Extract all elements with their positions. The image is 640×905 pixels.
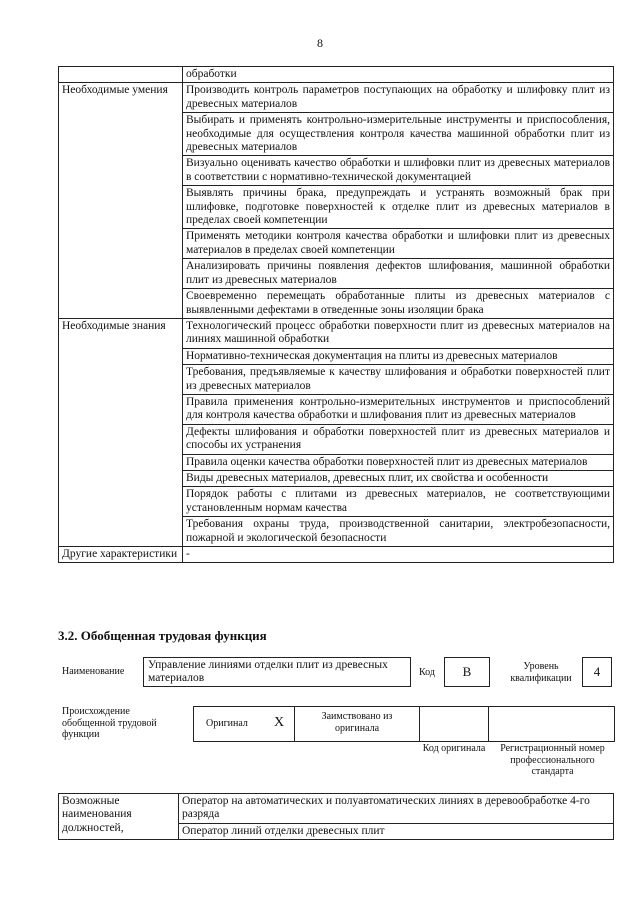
section-title: 3.2. Обобщенная трудовая функция (58, 628, 267, 643)
knowledge-item: Требования охраны труда, производственной санитарии, электробезопасности, пожарной и экологической безопасности (183, 517, 614, 547)
positions-table (58, 793, 614, 840)
knowledge-item: Дефекты шлифования и обработки поверхностей плит из древесных материалов и способы их устранения (183, 424, 614, 454)
other-label: Другие характеристики (59, 547, 183, 563)
skill-item: Применять методики контроля качества обработки и шлифовки плит из древесных материалов в пределах своей компетенции (183, 229, 614, 259)
level-value: 4 (582, 657, 612, 687)
knowledge-item: Правила применения контрольно-измерительных инструментов и приспособлений для контроля качества обработки и шлифования плит из древесных материалов (183, 394, 614, 424)
page-number: 8 (317, 36, 323, 50)
code-value: B (444, 657, 490, 687)
skill-item: Анализировать причины появления дефектов шлифования, машинной обработки плит из древесных материалов (183, 259, 614, 289)
skill-item: Производить контроль параметров поступающих на обработку и шлифовку плит из древесных материалов (183, 83, 614, 113)
position-item: Оператор на автоматических и полуавтоматических линиях в деревообработке 4-го разряда (179, 794, 614, 824)
origin-grid (193, 706, 615, 742)
skill-item: Своевременно перемещать обработанные плиты из древесных материалов с выявленными дефектами в отведенные зоны изоляции брака (183, 289, 614, 319)
table-row (59, 794, 614, 824)
name-value: Управление линиями отделки плит из древесных материалов (143, 657, 411, 687)
borrowed-label: Заимствовано из оригинала (321, 711, 393, 734)
knowledge-item: Правила оценки качества обработки поверхностей плит из древесных материалов (183, 454, 614, 470)
skill-item: Выбирать и применять контрольно-измерительные инструменты и приспособления, необходимые для осуществления контроля качества машинной обработки плит из древесных материалов (183, 113, 614, 156)
original-mark: X (274, 715, 285, 730)
knowledge-item: Виды древесных материалов, древесных плит, их свойства и особенности (183, 470, 614, 486)
knowledge-item: Требования, предъявляемые к качеству шлифования и обработки поверхностей плит из древесных материалов (183, 365, 614, 395)
origin-label: Происхождение обобщенной трудовой функции (62, 706, 157, 740)
name-label: Наименование (62, 666, 125, 677)
knowledge-item: Нормативно-техническая документация на плиты из древесных материалов (183, 348, 614, 364)
positions-label: Возможные наименования должностей, (59, 794, 179, 840)
knowledge-item: Технологический процесс обработки поверхности плит из древесных материалов на линиях машинной обработки (183, 318, 614, 348)
table-row (59, 83, 614, 113)
table-row (59, 547, 614, 563)
knowledge-label: Необходимые знания (59, 318, 183, 546)
skills-label: Необходимые умения (59, 83, 183, 319)
reg-number-label: Регистрационный номер профессионального стандарта (500, 743, 605, 777)
table-row (59, 318, 614, 348)
knowledge-item: Порядок работы с плитами из древесных материалов, не соответствующими установленным нормам качества (183, 487, 614, 517)
other-value: - (183, 547, 614, 563)
code-label: Код (419, 667, 435, 678)
continuation-cell: обработки (183, 67, 614, 83)
position-item: Оператор линий отделки древесных плит (179, 823, 614, 839)
original-label: Оригинал (206, 718, 248, 729)
code-original-label: Код оригинала (422, 743, 486, 754)
skills-knowledge-table (58, 66, 614, 563)
table-row (59, 67, 614, 83)
level-label: Уровень квалификации (510, 661, 572, 684)
skill-item: Визуально оценивать качество обработки и шлифовки плит из древесных материалов в соответствии с нормативно-технической документацией (183, 156, 614, 186)
skill-item: Выявлять причины брака, предупреждать и устранять возможный брак при шлифовке, подготовке поверхностей к отделке плит из древесных материалов в пределах своей компетенции (183, 186, 614, 229)
empty-label-cell (59, 67, 183, 83)
